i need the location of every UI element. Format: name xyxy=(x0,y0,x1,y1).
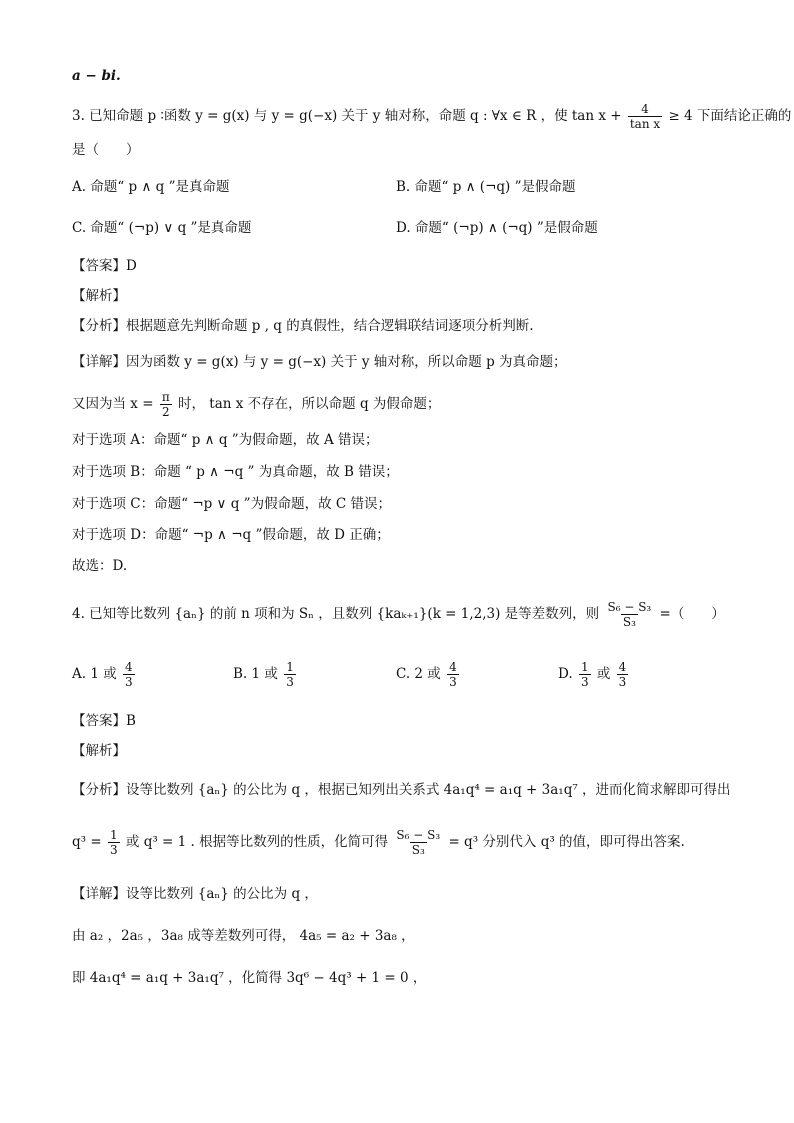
option-c: C. 命题“ (¬p) ∨ q ”是真命题 xyxy=(72,220,252,236)
text-line: 又因为当 x = $\frac{\pi}{2}$ 时， tan x 不存在，所以命题 q 为假命题； xyxy=(72,390,441,419)
text-line: 故选：D. xyxy=(72,558,128,574)
option-a: A. 命题“ p ∧ q ”是真命题 xyxy=(72,179,230,195)
text-line: 是（ ） xyxy=(72,142,140,158)
option-b: B. 1 或 $\frac{1}{3}$ xyxy=(233,660,294,689)
text-line: 对于选项 C：命题“ ¬p ∨ q ”为假命题，故 C 错误； xyxy=(72,496,391,512)
answer-label: 【答案】B xyxy=(72,713,136,729)
question-3: 3. 已知命题 p ∶函数 y = g(x) 与 y = g(−x) 关于 y 轴对称，命题 q : ∀x ∈ R ，使 tan x + $\frac{4}{\text{tan x}}$ ≥ 4 下面结论正确的 xyxy=(72,102,792,131)
option-b: B. 命题“ p ∧ (¬q) ”是假命题 xyxy=(396,179,576,195)
option-a: A. 1 或 $\frac{4}{3}$ xyxy=(72,660,133,689)
option-d: D. $\frac{1}{3}$ 或 $\frac{4}{3}$ xyxy=(558,660,627,689)
option-c: C. 2 或 $\frac{4}{3}$ xyxy=(396,660,457,689)
text-line: 【分析】设等比数列 {aₙ} 的公比为 q ，根据已知列出关系式 4a₁q⁴ = a₁q + 3a₁q⁷ ，进而化简求解即可得出 xyxy=(72,782,731,798)
analysis-label: 【解析】 xyxy=(72,743,126,759)
text-line: 对于选项 D：命题“ ¬p ∧ ¬q ”假命题，故 D 正确； xyxy=(72,527,390,543)
analysis-label: 【解析】 xyxy=(72,288,126,304)
fraction: $\frac{1}{3}$ xyxy=(109,828,118,857)
fraction: $\frac{\text{S₆ − S₃}}{\text{S₃}}$ xyxy=(607,600,652,629)
text-line: a − bi. xyxy=(72,68,121,84)
text-line: 由 a₂ ，2a₅ ，3a₈ 成等差数列可得， 4a₅ = a₂ + 3a₈ ， xyxy=(72,928,415,944)
fraction: $\frac{4}{3}$ xyxy=(449,660,457,689)
text-line: 【分析】根据题意先判断命题 p , q 的真假性，结合逻辑联结词逐项分析判断. xyxy=(72,318,534,334)
fraction: $\frac{\text{S₆ − S₃}}{\text{S₃}}$ xyxy=(396,828,441,857)
text-line: 【详解】设等比数列 {aₙ} 的公比为 q ， xyxy=(72,886,318,902)
fraction: $\frac{4}{3}$ xyxy=(125,660,133,689)
text-line: q³ = $\frac{1}{3}$ 或 q³ = 1 . 根据等比数列的性质，化简可得 $\frac{\text{S₆ − S₃}}{\text{S₃}}$ = q³ 分别代入 q³ 的值，即可得出答案. xyxy=(72,828,685,857)
option-d: D. 命题“ (¬p) ∧ (¬q) ”是假命题 xyxy=(396,220,598,236)
fraction: $\frac{\pi}{2}$ xyxy=(161,390,170,419)
fraction: $\frac{4}{\text{tan x}}$ xyxy=(629,102,661,131)
text-line: 对于选项 A：命题“ p ∧ q ”为假命题，故 A 错误； xyxy=(72,432,379,448)
fraction: $\frac{1}{3}$ xyxy=(286,660,294,689)
fraction: $\frac{4}{3}$ xyxy=(618,660,627,689)
text-line: 对于选项 B：命题 “ p ∧ ¬q ” 为真命题，故 B 错误； xyxy=(72,464,399,480)
fraction: $\frac{1}{3}$ xyxy=(580,660,589,689)
answer-label: 【答案】D xyxy=(72,258,137,274)
text-line: 【详解】因为函数 y = g(x) 与 y = g(−x) 关于 y 轴对称，所以命题 p 为真命题； xyxy=(72,354,567,370)
text-line: 即 4a₁q⁴ = a₁q + 3a₁q⁷ ，化简得 3q⁶ − 4q³ + 1 = 0 ， xyxy=(72,970,427,986)
question-4: 4. 已知等比数列 {aₙ} 的前 n 项和为 Sₙ ，且数列 {kaₖ₊₁}(k = 1,2,3) 是等差数列，则 $\frac{\text{S₆ − S₃}}{\text{S₃}}$ =（ ） xyxy=(72,600,725,629)
